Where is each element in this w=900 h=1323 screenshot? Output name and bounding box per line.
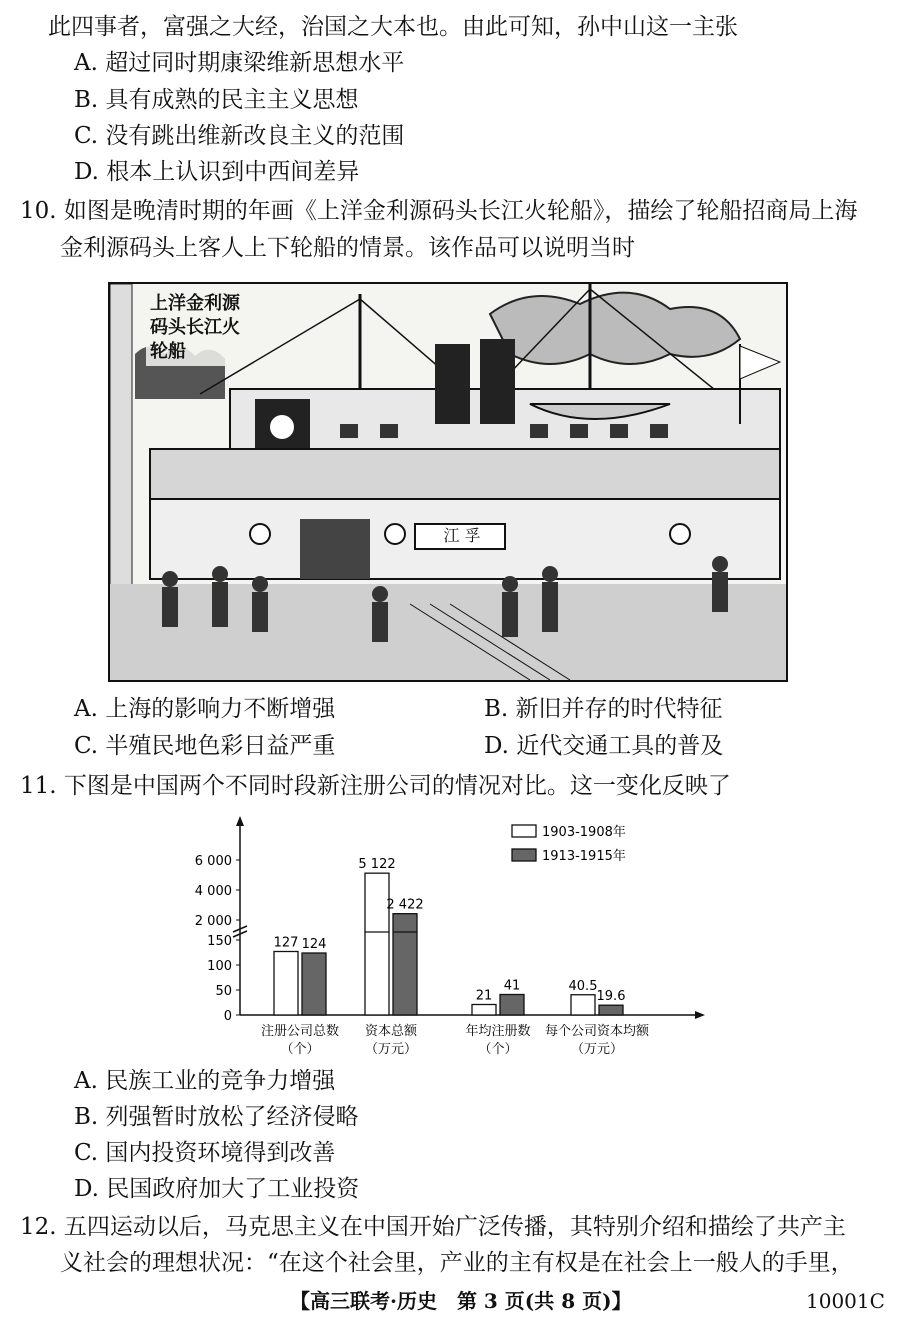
category-label: （个）: [478, 1042, 518, 1057]
q9-option-c: C. 没有跳出维新改良主义的范围: [74, 123, 405, 149]
y-axis-arrow: [236, 816, 244, 826]
y-tick-label: 4 000: [194, 884, 232, 899]
data-label: 19.6: [596, 989, 626, 1005]
q9-stem-tail: 此四事者，富强之大经，治国之大本也。由此可知，孙中山这一主张: [48, 14, 738, 40]
q11-option-a: A. 民族工业的竞争力增强: [74, 1068, 336, 1094]
q10-option-a: A. 上海的影响力不断增强: [74, 696, 336, 722]
y-tick-label: 50: [215, 984, 232, 999]
page-footer: 【高三联考·历史 第 3 页(共 8 页)】: [290, 1289, 632, 1313]
y-tick-label: 6 000: [194, 854, 232, 869]
ship-name-plate: 江 孚: [443, 526, 481, 545]
q11-stem: 11. 下图是中国两个不同时段新注册公司的情况对比。这一变化反映了: [20, 773, 731, 799]
legend-label: 1913-1915年: [542, 849, 626, 864]
q10-option-c: C. 半殖民地色彩日益严重: [74, 733, 336, 759]
bar: [500, 995, 524, 1016]
data-label: 2 422: [386, 897, 424, 913]
painting-caption: [146, 290, 244, 366]
category-label: 每个公司资本均额: [544, 1024, 650, 1039]
data-label: 41: [503, 978, 521, 994]
x-axis-arrow: [695, 1011, 705, 1019]
painting-caption-col1: 上洋金利源: [150, 293, 240, 314]
legend-label: 1903-1908年: [542, 825, 626, 840]
bar: [472, 1005, 496, 1016]
data-label: 40.5: [568, 978, 598, 994]
y-tick-label: 2 000: [194, 914, 232, 929]
q9-option-d: D. 根本上认识到中西间差异: [74, 159, 360, 185]
category-label: 资本总额: [364, 1024, 418, 1039]
y-tick-label: 0: [223, 1009, 232, 1024]
company-registration-chart: [190, 812, 710, 1062]
q10-stem-line1: 10. 如图是晚清时期的年画《上洋金利源码头长江火轮船》，描绘了轮船招商局上海: [20, 198, 858, 224]
legend-swatch: [512, 849, 536, 861]
q9-option-b: B. 具有成熟的民主主义思想: [74, 87, 359, 113]
bar: [302, 953, 326, 1015]
category-label: 年均注册数: [465, 1024, 531, 1039]
bar: [274, 952, 298, 1016]
bar: [571, 995, 595, 1015]
q12-stem-line1: 12. 五四运动以后，马克思主义在中国开始广泛传播，其特别介绍和描绘了共产主: [20, 1214, 846, 1240]
category-label: 注册公司总数: [260, 1024, 340, 1039]
y-tick-label: 100: [207, 959, 232, 974]
data-label: 21: [475, 988, 493, 1004]
category-label: （个）: [280, 1042, 320, 1057]
data-label: 127: [273, 935, 299, 951]
q11-option-c: C. 国内投资环境得到改善: [74, 1140, 336, 1166]
q9-option-a: A. 超过同时期康梁维新思想水平: [74, 50, 405, 76]
new-year-painting-steamship: [108, 282, 788, 682]
q10-option-d: D. 近代交通工具的普及: [484, 733, 724, 759]
exam-code: 10001C: [806, 1289, 885, 1313]
y-tick-label: 150: [207, 934, 232, 949]
q11-option-d: D. 民国政府加大了工业投资: [74, 1176, 360, 1202]
bar: [599, 1005, 623, 1015]
category-label: （万元）: [570, 1042, 624, 1057]
q10-stem-line2: 金利源码头上客人上下轮船的情景。该作品可以说明当时: [60, 235, 635, 261]
category-label: （万元）: [364, 1042, 418, 1057]
q10-option-b: B. 新旧并存的时代特征: [484, 696, 723, 722]
data-label: 124: [301, 937, 327, 952]
bar: [393, 914, 417, 1015]
q11-option-b: B. 列强暂时放松了经济侵略: [74, 1104, 359, 1130]
q12-stem-line2: 义社会的理想状况：“在这个社会里，产业的主有权是在社会上一般人的手里，: [60, 1250, 854, 1276]
painting-caption-col3: 轮船: [150, 341, 186, 362]
legend-swatch: [512, 825, 536, 837]
bar: [365, 873, 389, 1015]
painting-caption-col2: 码头长江火: [150, 317, 240, 338]
data-label: 5 122: [358, 857, 396, 873]
